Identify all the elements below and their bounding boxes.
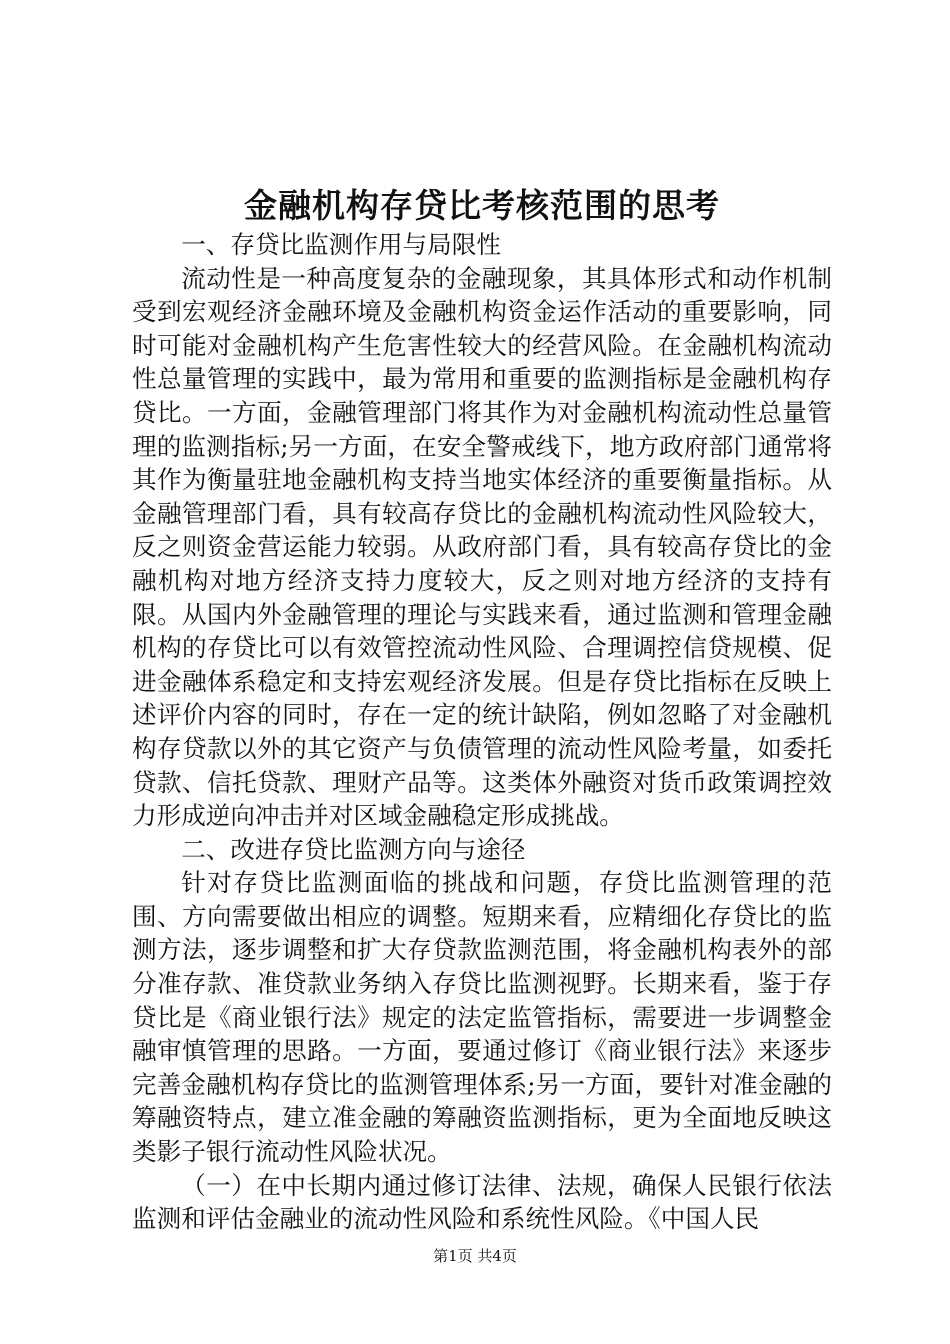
body-paragraph-1: 流动性是一种高度复杂的金融现象，其具体形式和动作机制受到宏观经济金融环境及金融机构资金运作活动的重要影响，同时可能对金融机构产生危害性较大的经营风险。在金融机构流动性总量管理的实践中，最为常用和重要的监测指标是金融机构存贷比。一方面，金融管理部门将其作为对金融机构流动性总量管理的监测指标;另一方面，在安全警戒线下，地方政府部门通常将其作为衡量驻地金融机构支持当地实体经济的重要衡量指标。从金融管理部门看，具有较高存贷比的金融机构流动性风险较大，反之则资金营运能力较弱。从政府部门看，具有较高存贷比的金融机构对地方经济支持力度较大，反之则对地方经济的支持有限。从国内外金融管理的理论与实践来看，通过监测和管理金融机构的存贷比可以有效管控流动性风险、合理调控信贷规模、促进金融体系稳定和支持宏观经济发展。但是存贷比指标在反映上述评价内容的同时，存在一定的统计缺陷，例如忽略了对金融机构存贷款以外的其它资产与负债管理的流动性风险考量，如委托贷款、信托贷款、理财产品等。这类体外融资对货币政策调控效力形成逆向冲击并对区域金融稳定形成挑战。 — [132, 263, 832, 831]
document-page — [132, 186, 832, 1236]
document-title: 金融机构存贷比考核范围的思考 — [244, 186, 720, 225]
body-paragraph-2: 针对存贷比监测面临的挑战和问题，存贷比监测管理的范围、方向需要做出相应的调整。短期来看，应精细化存贷比的监测方法，逐步调整和扩大存贷款监测范围，将金融机构表外的部分准存款、准贷款业务纳入存贷比监测视野。长期来看，鉴于存贷比是《商业银行法》规定的法定监管指标，需要进一步调整金融审慎管理的思路。一方面，要通过修订《商业银行法》来逐步完善金融机构存贷比的监测管理体系;另一方面，要针对准金融的筹融资特点，建立准金融的筹融资监测指标，更为全面地反映这类影子银行流动性风险状况。 — [132, 868, 832, 1167]
page-number-footer: 第1页 共4页 — [433, 1247, 517, 1265]
body-paragraph-3: （一）在中长期内通过修订法律、法规，确保人民银行依法监测和评估金融业的流动性风险和系统性风险。《中国人民 — [132, 1170, 832, 1234]
section-heading-2: 二、改进存贷比监测方向与途径 — [181, 834, 526, 864]
section-heading-1: 一、存贷比监测作用与局限性 — [181, 230, 501, 259]
